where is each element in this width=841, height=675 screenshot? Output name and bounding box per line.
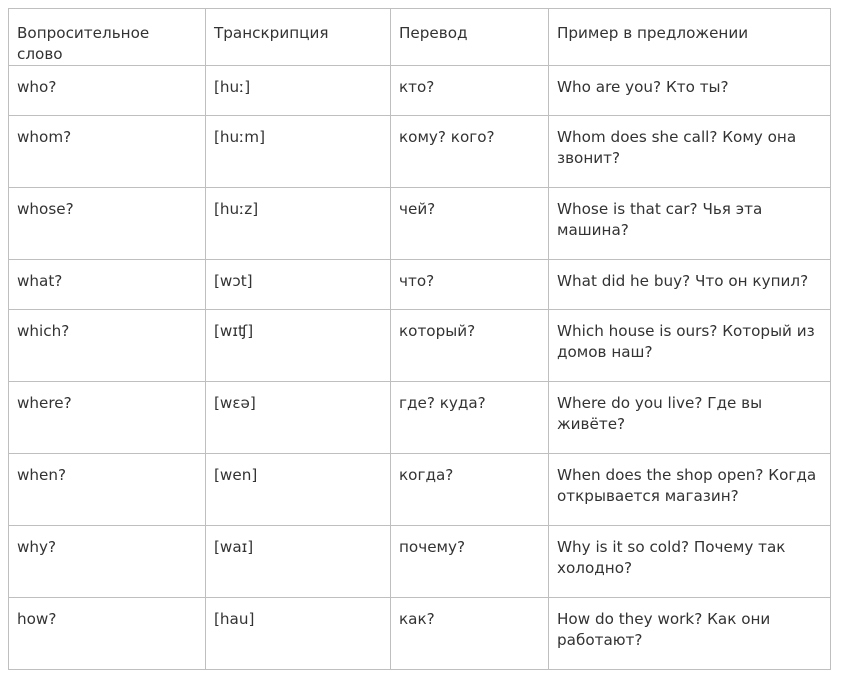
translation-cell: почему? <box>391 526 549 598</box>
example-cell: Why is it so cold? Почему так холодно? <box>549 526 831 598</box>
example-cell: How do they work? Как они работают? <box>549 598 831 670</box>
header-example: Пример в предложении <box>549 9 831 66</box>
table-header-row <box>9 9 831 66</box>
translation-cell: чей? <box>391 188 549 260</box>
table-row <box>9 66 831 116</box>
example-cell: Where do you live? Где вы живёте? <box>549 382 831 454</box>
transcription-cell: [waɪ] <box>206 526 391 598</box>
translation-cell: когда? <box>391 454 549 526</box>
table-row <box>9 454 831 526</box>
question-word-cell: whose? <box>9 188 206 260</box>
translation-cell: как? <box>391 598 549 670</box>
question-word-cell: how? <box>9 598 206 670</box>
header-transcription: Транскрипция <box>206 9 391 66</box>
question-word-cell: when? <box>9 454 206 526</box>
transcription-cell: [wɛə] <box>206 382 391 454</box>
table-row <box>9 598 831 670</box>
table-row <box>9 188 831 260</box>
translation-cell: кто? <box>391 66 549 116</box>
example-cell: Who are you? Кто ты? <box>549 66 831 116</box>
table-row <box>9 116 831 188</box>
transcription-cell: [wɔt] <box>206 260 391 310</box>
question-word-cell: why? <box>9 526 206 598</box>
example-cell: Which house is ours? Который из домов наш? <box>549 310 831 382</box>
translation-cell: что? <box>391 260 549 310</box>
example-cell: Whom does she call? Кому она звонит? <box>549 116 831 188</box>
transcription-cell: [hau] <box>206 598 391 670</box>
transcription-cell: [huː] <box>206 66 391 116</box>
transcription-cell: [wen] <box>206 454 391 526</box>
question-word-cell: which? <box>9 310 206 382</box>
translation-cell: где? куда? <box>391 382 549 454</box>
header-translation: Перевод <box>391 9 549 66</box>
example-cell: When does the shop open? Когда открывается магазин? <box>549 454 831 526</box>
header-question-word: Вопросительное слово <box>9 9 206 66</box>
table-row <box>9 260 831 310</box>
question-words-table <box>8 8 831 670</box>
translation-cell: кому? кого? <box>391 116 549 188</box>
table-row <box>9 382 831 454</box>
translation-cell: который? <box>391 310 549 382</box>
question-word-cell: where? <box>9 382 206 454</box>
example-cell: Whose is that car? Чья эта машина? <box>549 188 831 260</box>
table-row <box>9 526 831 598</box>
transcription-cell: [wɪʧ] <box>206 310 391 382</box>
question-word-cell: what? <box>9 260 206 310</box>
example-cell: What did he buy? Что он купил? <box>549 260 831 310</box>
transcription-cell: [huːz] <box>206 188 391 260</box>
question-word-cell: who? <box>9 66 206 116</box>
transcription-cell: [huːm] <box>206 116 391 188</box>
table-row <box>9 310 831 382</box>
question-word-cell: whom? <box>9 116 206 188</box>
